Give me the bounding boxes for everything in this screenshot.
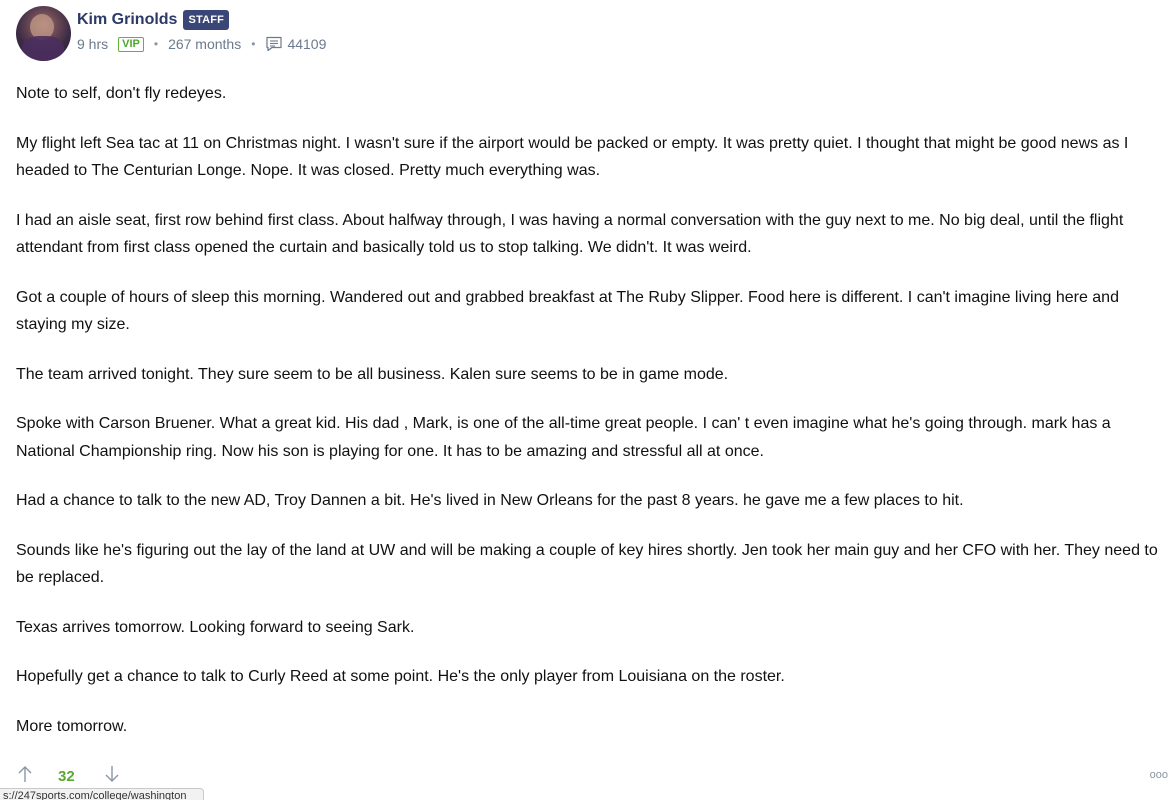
author-meta	[77, 9, 326, 53]
post-paragraph: More tomorrow.	[16, 717, 128, 735]
post-paragraph: Texas arrives tomorrow. Looking forward to seeing Sark.	[16, 618, 415, 636]
staff-badge: STAFF	[183, 10, 229, 30]
post-header	[16, 6, 326, 61]
separator-dot: •	[251, 37, 256, 51]
post-paragraph: My flight left Sea tac at 11 on Christmas night. I wasn't sure if the airport would be packed or empty. It was pretty quiet. I thought that might be good news as I headed to The Centurian Longe. Nope. It was closed. Pretty much everything was.	[16, 134, 1129, 179]
post-timestamp: 9 hrs	[77, 36, 109, 52]
author-name-link[interactable]: Kim Grinolds	[77, 11, 178, 28]
author-name-row	[77, 9, 326, 31]
vote-score: 32	[58, 768, 75, 785]
separator-dot: •	[153, 37, 159, 51]
post-paragraph: Hopefully get a chance to talk to Curly Reed at some point. He's the only player from Louisiana on the roster.	[16, 668, 785, 685]
arrow-up-icon	[16, 764, 34, 784]
post-paragraph: Note to self, don't fly redeyes.	[16, 85, 227, 102]
upvote-button[interactable]	[16, 764, 34, 784]
avatar[interactable]	[16, 6, 71, 61]
post-paragraph: Had a chance to talk to the new AD, Troy Dannen a bit. He's lived in New Orleans for the past 8 years. he gave me a few places to hit.	[16, 492, 964, 509]
arrow-down-icon	[103, 764, 121, 784]
vip-badge: VIP	[118, 37, 144, 52]
message-icon	[265, 35, 283, 53]
post-info-row	[77, 35, 326, 53]
post-paragraph: Sounds like he's figuring out the lay of the land at UW and will be making a couple of key hires shortly. Jen took her main guy and her CFO with her. They need to be replaced.	[16, 541, 1158, 586]
post-paragraph: Got a couple of hours of sleep this morning. Wandered out and grabbed breakfast at The Ruby Slipper. Food here is different. I can't imagine living here and staying my size.	[16, 288, 1119, 333]
more-options-icon[interactable]: ooo	[1149, 769, 1168, 781]
status-bar-url: s://247sports.com/college/washington	[0, 788, 204, 800]
post-paragraph: The team arrived tonight. They sure seem to be all business. Kalen sure seems to be in game mode.	[16, 365, 729, 383]
post-paragraph: I had an aisle seat, first row behind first class. About halfway through, I was having a normal conversation with the guy next to me. No big deal, until the flight attendant from first class opened the curtain and basically told us to stop talking. We didn't. It was weird.	[16, 211, 1124, 256]
post-footer	[0, 764, 1176, 790]
post-body	[16, 80, 1161, 762]
downvote-button[interactable]	[103, 764, 121, 784]
message-count[interactable]: 44109	[287, 36, 327, 52]
membership-duration: 267 months	[168, 36, 242, 52]
post-paragraph: Spoke with Carson Bruener. What a great kid. His dad , Mark, is one of the all-time great people. I can' t even imagine what he's going through. mark has a National Championship ring. Now his son is playing for one. It has to be amazing and stressful all at once.	[16, 415, 1111, 460]
